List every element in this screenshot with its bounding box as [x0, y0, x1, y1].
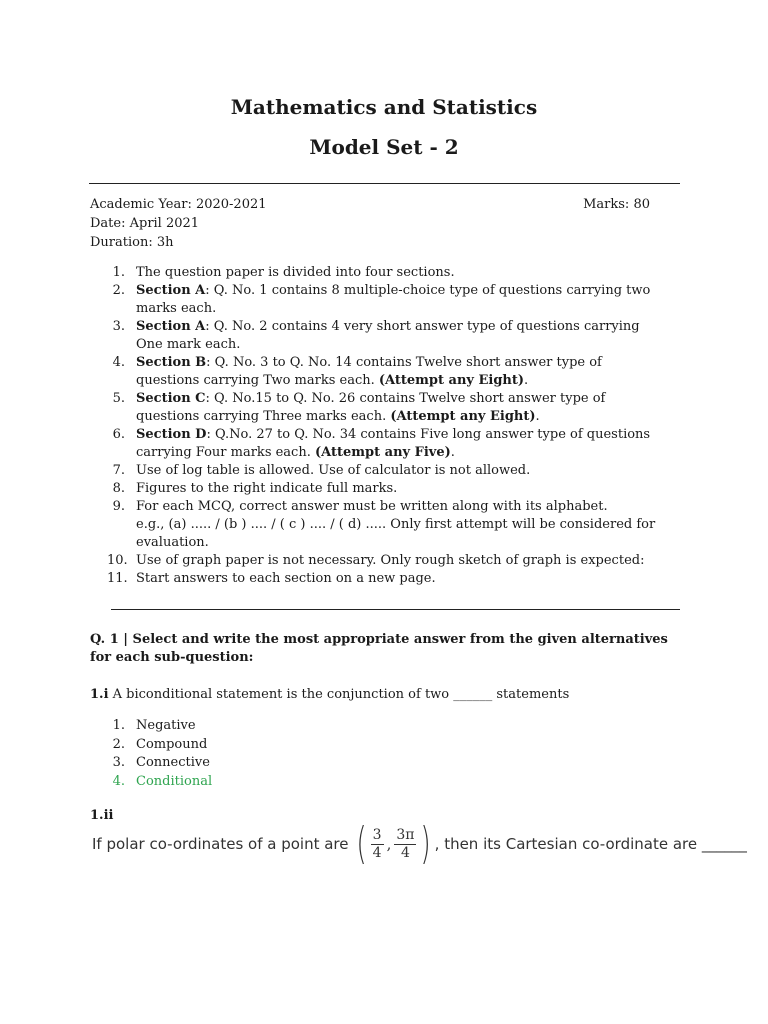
- left-paren: (: [355, 818, 367, 869]
- question-1i-text: A biconditional statement is the conjunction of two ______ statements: [108, 687, 570, 702]
- exam-date: Date: April 2021: [90, 216, 200, 231]
- option-text: Compound: [136, 736, 208, 752]
- instruction-text: [136, 391, 605, 424]
- question-1i: [90, 687, 569, 702]
- option-text: Negative: [136, 718, 196, 733]
- instruction-number: 9.: [112, 499, 125, 514]
- instruction-segment: .: [524, 373, 529, 388]
- instruction-item: [107, 498, 667, 552]
- instruction-emphasis: Section A: [136, 319, 206, 334]
- header-divider: [89, 183, 680, 184]
- option-number: 4.: [112, 773, 125, 789]
- instruction-number: 10.: [107, 553, 128, 568]
- instruction-emphasis: (Attempt any Five): [314, 445, 451, 460]
- instruction-segment: e.g., (a) ..... / (b ) .... / ( c ) .... / ( d) ..... Only first attempt will be considered for evaluation.: [136, 517, 656, 550]
- question-1i-options: [107, 717, 212, 791]
- instruction-item: [107, 282, 667, 318]
- fraction-theta: [394, 827, 416, 862]
- instruction-number: 8.: [112, 481, 125, 496]
- coordinate-comma: ,: [386, 835, 392, 853]
- instruction-text: [136, 265, 455, 280]
- instruction-number: 1.: [112, 265, 125, 280]
- option-item: [107, 736, 212, 755]
- instruction-emphasis: Section A: [136, 283, 206, 298]
- instruction-number: 4.: [112, 355, 125, 370]
- option-number: 2.: [112, 736, 125, 752]
- instructions-list: [107, 264, 667, 588]
- instruction-text: [136, 319, 640, 352]
- instruction-segment: : Q. No.15 to Q. No. 26 contains Twelve short answer type of questions carrying Three marks each.: [136, 391, 606, 424]
- instruction-segment: .: [450, 445, 455, 460]
- instruction-segment: Use of log table is allowed. Use of calculator is not allowed.: [136, 463, 531, 478]
- instruction-item: [107, 354, 667, 390]
- instruction-text: [136, 553, 644, 568]
- instruction-segment: Start answers to each section on a new page.: [136, 571, 436, 586]
- instruction-number: 11.: [107, 571, 128, 586]
- exam-duration: Duration: 3h: [90, 235, 174, 250]
- instruction-segment: : Q. No. 3 to Q. No. 14 contains Twelve short answer type of questions carrying Two marks each.: [136, 355, 602, 388]
- document-title: Mathematics and Statistics: [230, 95, 538, 119]
- polar-prefix: If polar co-ordinates of a point are: [92, 835, 349, 853]
- instruction-segment: : Q. No. 2 contains 4 very short answer type of questions carrying One mark each.: [136, 319, 640, 352]
- instruction-item: [107, 552, 667, 570]
- instruction-item: [107, 480, 667, 498]
- instruction-segment: The question paper is divided into four sections.: [136, 265, 455, 280]
- instruction-text: [136, 427, 650, 460]
- instruction-text: [136, 463, 530, 478]
- instruction-text: [136, 283, 650, 316]
- instruction-emphasis: Section D: [136, 427, 207, 442]
- instruction-text: [136, 355, 602, 388]
- instruction-emphasis: Section B: [136, 355, 207, 370]
- instruction-segment: : Q. No. 1 contains 8 multiple-choice type of questions carrying two marks each.: [136, 283, 651, 316]
- instructions-divider: [111, 609, 680, 610]
- option-number: 1.: [112, 718, 125, 733]
- right-paren: ): [420, 818, 432, 869]
- instruction-segment: : Q.No. 27 to Q. No. 34 contains Five long answer type of questions carrying Four marks each.: [136, 427, 651, 460]
- document-subtitle: Model Set - 2: [309, 135, 459, 159]
- question-1ii-label: 1.ii: [90, 808, 114, 823]
- instruction-segment: .: [535, 409, 540, 424]
- instruction-number: 2.: [112, 283, 125, 298]
- exam-meta: [90, 195, 267, 252]
- instruction-text: [136, 499, 655, 550]
- polar-suffix: , then its Cartesian co-ordinate are ______: [434, 835, 747, 853]
- total-marks: Marks: 80: [583, 197, 650, 212]
- instruction-number: 3.: [112, 319, 125, 334]
- instruction-item: [107, 462, 667, 480]
- instruction-segment: Use of graph paper is not necessary. Only rough sketch of graph is expected:: [136, 553, 645, 568]
- question-1i-label: 1.i: [90, 687, 109, 702]
- instruction-item: [107, 264, 667, 282]
- academic-year: Academic Year: 2020-2021: [90, 197, 267, 212]
- option-item: [107, 717, 212, 736]
- instruction-number: 5.: [112, 391, 125, 406]
- fraction-r-denominator: 4: [372, 844, 382, 861]
- option-text: Connective: [136, 755, 210, 770]
- fraction-theta-numerator: 3π: [396, 826, 415, 843]
- instruction-emphasis: Section C: [136, 391, 206, 406]
- instruction-item: [107, 318, 667, 354]
- option-item: [107, 754, 212, 773]
- option-text: Conditional: [136, 773, 213, 789]
- instruction-emphasis: (Attempt any Eight): [378, 373, 525, 388]
- instruction-text: [136, 571, 436, 586]
- instruction-item: [107, 390, 667, 426]
- question-1ii-text: [92, 818, 747, 869]
- instruction-emphasis: (Attempt any Eight): [390, 409, 536, 424]
- question-1-heading: Q. 1 | Select and write the most appropriate answer from the given alternatives for each sub-question:: [90, 632, 668, 665]
- instruction-segment: For each MCQ, correct answer must be written along with its alphabet.: [136, 499, 608, 514]
- instruction-number: 6.: [112, 427, 125, 442]
- fraction-theta-denominator: 4: [400, 844, 410, 861]
- instruction-text: [136, 481, 397, 496]
- fraction-r-numerator: 3: [372, 826, 382, 843]
- option-number: 3.: [112, 755, 125, 770]
- instruction-item: [107, 426, 667, 462]
- fraction-r: [371, 827, 384, 862]
- instruction-number: 7.: [112, 463, 125, 478]
- instruction-segment: Figures to the right indicate full marks.: [136, 481, 398, 496]
- instruction-item: [107, 570, 667, 588]
- option-correct: [107, 773, 212, 792]
